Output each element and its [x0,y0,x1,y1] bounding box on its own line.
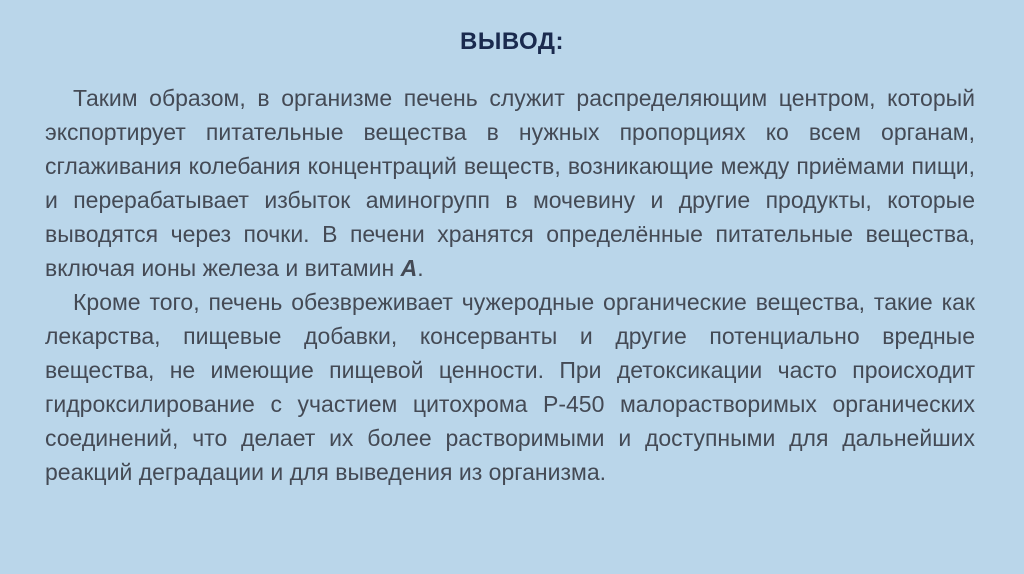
vitamin-letter: А [400,255,418,281]
paragraph-1 [45,81,975,285]
paragraph-1-end: . [417,255,424,281]
slide-body [45,81,975,489]
paragraph-1-text: Таким образом, в организме печень служит распределяющим центром, который экспортирует питательные вещества в нужных пропорциях ко всем органам, сглаживания колебания концентраций веществ, возникающие между приёмами пищи, и перерабатывает избыток аминогрупп в мочевину и другие продукты, которые выводятся через почки. В печени хранятся определённые питательные вещества, включая ионы железа и витамин [45,85,975,281]
slide-title: ВЫВОД: [459,28,564,55]
paragraph-2: Кроме того, печень обезвреживает чужеродные органические вещества, такие как лекарства, пищевые добавки, консерванты и другие потенциально вредные вещества, не имеющие пищевой ценности. При детоксикации часто происходит гидроксилирование с участием цитохрома Р-450 малорастворимых органических соединений, что делает их более растворимыми и доступными для дальнейших реакций деградации и для выведения из организма. [45,289,975,485]
